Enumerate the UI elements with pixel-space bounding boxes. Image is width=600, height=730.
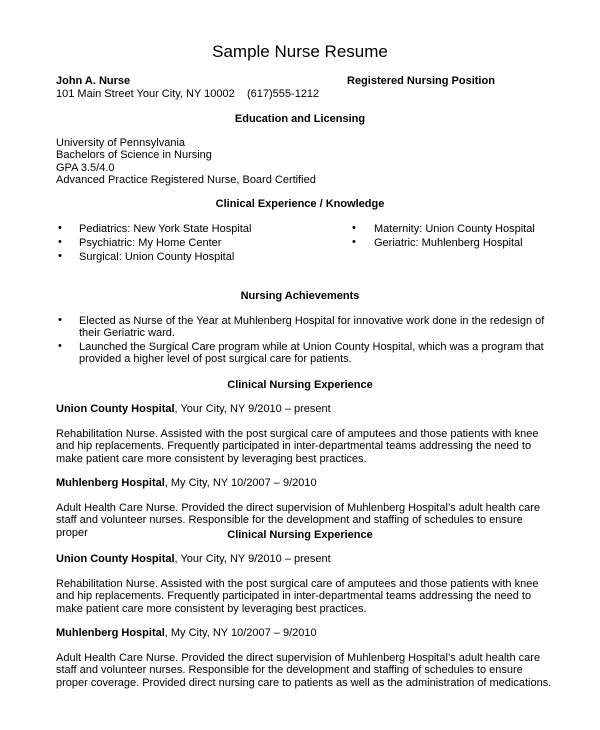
employer-name: Union County Hospital [56, 553, 175, 565]
job-description: Rehabilitation Nurse. Assisted with the post surgical care of amputees and those patients with knee and hip replacements. Frequently participated in inter-departmental teams addressing the need to make patient care more consistent by leveraging best practices. [56, 428, 539, 465]
knowledge-item: Psychiatric: My Home Center [79, 237, 222, 249]
education-block [56, 137, 316, 187]
job-header [56, 477, 317, 490]
page-title: Sample Nurse Resume [212, 42, 388, 61]
employer-name: Muhlenberg Hospital [56, 477, 165, 489]
bullet-icon: • [58, 340, 62, 352]
bullet-icon: • [58, 250, 62, 262]
clinical-knowledge-heading: Clinical Experience / Knowledge [215, 198, 385, 210]
job-description: Rehabilitation Nurse. Assisted with the post surgical care of amputees and those patients with knee and hip replacements. Frequently participated in inter-departmental teams addressing the need to make patient care more consistent by leveraging best practices. [56, 578, 539, 615]
bullet-icon: • [58, 236, 62, 248]
bullet-icon: • [58, 222, 62, 234]
address: 101 Main Street Your City, NY 10002 [56, 88, 235, 100]
job-details: , Your City, NY 9/2010 – present [174, 403, 331, 415]
achievements-heading: Nursing Achievements [240, 290, 360, 302]
education-line: University of Pennsylvania [56, 137, 186, 149]
bullet-icon: • [352, 222, 356, 234]
employer-name: Muhlenberg Hospital [56, 627, 165, 639]
achievement-item: Launched the Surgical Care program while at Union County Hospital, which was a program that provided a higher level of post surgical care for patients. [79, 341, 544, 366]
contact-line [56, 88, 319, 101]
employer-name: Union County Hospital [56, 403, 175, 415]
education-line: Bachelors of Science in Nursing [56, 149, 212, 162]
bullet-icon: • [58, 314, 62, 326]
phone: (617)555-1212 [247, 88, 320, 100]
job-header [56, 627, 317, 640]
job-description: Adult Health Care Nurse. Provided the direct supervision of Muhlenberg Hospital’s adult health care staff and volunteer nurses. Responsible for the development and staffing of schedules to ensure proper [56, 502, 541, 539]
job-header [56, 403, 331, 416]
education-heading: Education and Licensing [234, 113, 366, 125]
knowledge-item: Surgical: Union County Hospital [79, 251, 235, 263]
knowledge-item: Maternity: Union County Hospital [374, 223, 535, 235]
position-title: Registered Nursing Position [347, 75, 495, 87]
education-line: GPA 3.5/4.0 [56, 161, 115, 174]
education-line: Advanced Practice Registered Nurse, Board Certified [56, 174, 316, 187]
job-details: , My City, NY 10/2007 – 9/2010 [164, 477, 317, 489]
achievement-item: Elected as Nurse of the Year at Muhlenberg Hospital for innovative work done in the redesign of their Geriatric ward. [79, 315, 545, 340]
knowledge-item: Geriatric: Muhlenberg Hospital [374, 237, 523, 249]
bullet-icon: • [352, 236, 356, 248]
experience-heading: Clinical Nursing Experience [227, 529, 373, 541]
job-header [56, 553, 331, 566]
job-details: , My City, NY 10/2007 – 9/2010 [164, 627, 317, 639]
job-description: Adult Health Care Nurse. Provided the direct supervision of Muhlenberg Hospital’s adult health care staff and volunteer nurses. Responsible for the development and staffing of schedules to ensure proper coverage. Provided direct nursing care to patients as well as the administration of medications. [56, 652, 552, 689]
job-details: , Your City, NY 9/2010 – present [174, 553, 331, 565]
experience-heading: Clinical Nursing Experience [227, 379, 373, 391]
candidate-name: John A. Nurse [56, 75, 131, 87]
knowledge-item: Pediatrics: New York State Hospital [79, 223, 252, 235]
